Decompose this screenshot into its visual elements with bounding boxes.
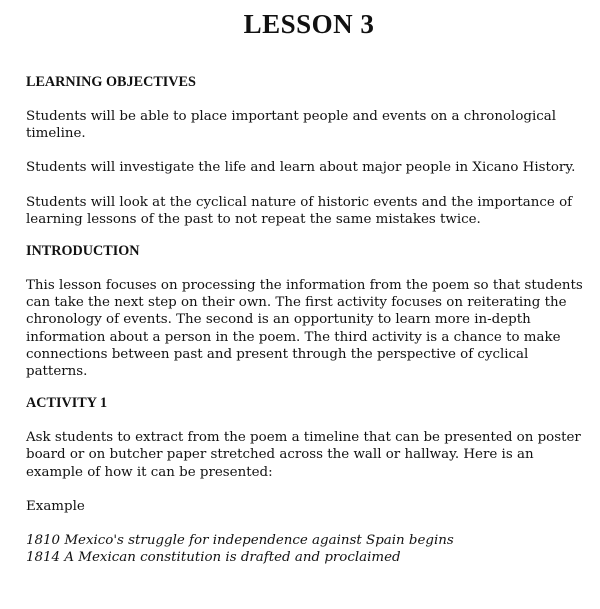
objective-paragraph-3: Students will look at the cyclical nature of historic events and the importance of learning lessons of the past to not repeat the same mistakes twice.	[26, 194, 573, 227]
document-page	[26, 0, 592, 566]
objective-paragraph-2: Students will investigate the life and learn about major people in Xicano History.	[26, 160, 576, 176]
timeline-entry: 1814 A Mexican constitution is drafted and proclaimed	[26, 550, 401, 566]
introduction-paragraph: This lesson focuses on processing the information from the poem so that students can take the next step on their own. The first activity focuses on reiterating the chronology of events. The second is an opportunity to learn more in-depth information about a person in the poem. The third activity is a chance to make connections between past and present through the perspective of cyclical patterns.	[26, 278, 583, 380]
activity-1-paragraph: Ask students to extract from the poem a timeline that can be presented on poster board or on butcher paper stretched across the wall or hallway. Here is an example of how it can be presented:	[26, 430, 581, 480]
activity-1-heading: ACTIVITY 1	[26, 395, 108, 412]
learning-objectives-heading: LEARNING OBJECTIVES	[26, 74, 196, 90]
example-label: Example	[26, 498, 85, 514]
timeline-list	[26, 532, 592, 566]
lesson-title: LESSON 3	[243, 9, 375, 39]
introduction-heading: INTRODUCTION	[26, 243, 140, 260]
objective-paragraph-1: Students will be able to place important people and events on a chronological timeline.	[26, 109, 557, 142]
timeline-entry: 1810 Mexico's struggle for independence against Spain begins	[26, 533, 454, 549]
